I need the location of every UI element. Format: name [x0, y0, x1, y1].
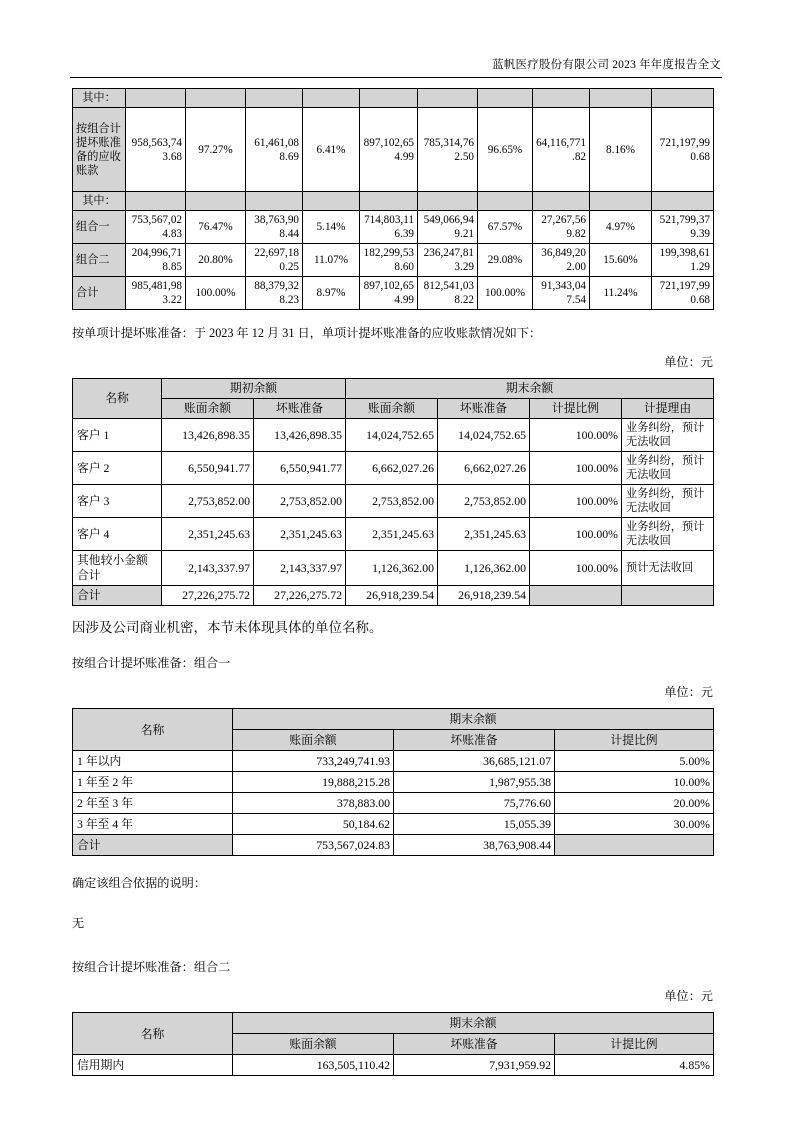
- portfolio-two-aging-table: [72, 1012, 714, 1076]
- cell: 13,426,898.35: [162, 419, 254, 452]
- cell: 2,351,245.63: [438, 518, 530, 551]
- cell: 2,753,852.00: [162, 485, 254, 518]
- table-header-row: [73, 709, 714, 730]
- cell: 100.00%: [478, 277, 533, 310]
- header-title: 蓝帆医疗股份有限公司 2023 年年度报告全文: [492, 59, 721, 71]
- cell: 6,550,941.77: [254, 452, 346, 485]
- cell: 38,763,908.44: [246, 211, 303, 244]
- cell: [533, 89, 590, 108]
- cell: 88,379,328.23: [246, 277, 303, 310]
- table-row: [73, 192, 714, 211]
- cell: 19,888,215.28: [233, 772, 394, 793]
- col-header-provision-reason: 计提理由: [622, 399, 714, 419]
- cell: 14,024,752.65: [438, 419, 530, 452]
- cell: 1,126,362.00: [438, 551, 530, 586]
- cell: 100.00%: [186, 277, 246, 310]
- cell: 29.08%: [478, 244, 533, 277]
- cell: [246, 192, 303, 211]
- col-header-name: 名称: [73, 1013, 233, 1055]
- cell: 2,753,852.00: [346, 485, 438, 518]
- cell: 785,314,762.50: [418, 108, 478, 192]
- col-header-book-balance-end: 账面余额: [346, 399, 438, 419]
- cell: 378,883.00: [233, 793, 394, 814]
- row-label: 1 年至 2 年: [73, 772, 233, 793]
- cell: 2,351,245.63: [254, 518, 346, 551]
- row-label: 客户 3: [73, 485, 162, 518]
- cell: 22,697,180.25: [246, 244, 303, 277]
- cell: [126, 89, 186, 108]
- page-header: [72, 57, 721, 79]
- cell: 1,987,955.38: [394, 772, 555, 793]
- cell: [590, 89, 652, 108]
- cell: 64,116,771.82: [533, 108, 590, 192]
- row-label: 合计: [73, 835, 233, 856]
- table-total-row: [73, 586, 714, 606]
- cell: 96.65%: [478, 108, 533, 192]
- row-label: 其他较小金额合计: [73, 551, 162, 586]
- table-row: [73, 419, 714, 452]
- cell: 97.27%: [186, 108, 246, 192]
- cell: 897,102,654.99: [360, 108, 418, 192]
- table-row: [73, 89, 714, 108]
- cell: 15.60%: [590, 244, 652, 277]
- cell: [418, 192, 478, 211]
- cell: [418, 89, 478, 108]
- cell: [186, 192, 246, 211]
- table-row: [73, 518, 714, 551]
- table-row: [73, 814, 714, 835]
- cell: 812,541,038.22: [418, 277, 478, 310]
- cell: [530, 586, 622, 606]
- cell: [478, 89, 533, 108]
- note-portfolio-two: 按组合计提坏账准备：组合二: [72, 960, 231, 974]
- cell: 13,426,898.35: [254, 419, 346, 452]
- cell: 67.57%: [478, 211, 533, 244]
- cell: 26,918,239.54: [346, 586, 438, 606]
- cell: 2,143,337.97: [254, 551, 346, 586]
- row-label: 信用期内: [73, 1055, 233, 1076]
- table-row: [73, 793, 714, 814]
- cell: 76.47%: [186, 211, 246, 244]
- cell: 7,931,959.92: [394, 1055, 555, 1076]
- col-header-bad-debt-begin: 坏账准备: [254, 399, 346, 419]
- col-header-provision-ratio: 计提比例: [555, 1034, 714, 1055]
- cell: 8.97%: [303, 277, 360, 310]
- cell-reason: 业务纠纷，预计无法收回: [622, 452, 714, 485]
- cell: 36,849,202.00: [533, 244, 590, 277]
- cell: [126, 192, 186, 211]
- cell: 2,351,245.63: [162, 518, 254, 551]
- col-header-name: 名称: [73, 379, 162, 419]
- cell: 204,996,718.85: [126, 244, 186, 277]
- cell: [652, 89, 714, 108]
- cell: 897,102,654.99: [360, 277, 418, 310]
- row-label: 2 年至 3 年: [73, 793, 233, 814]
- row-label: 1 年以内: [73, 751, 233, 772]
- note-portfolio-basis-value: 无: [72, 916, 85, 930]
- table-total-row: [73, 835, 714, 856]
- cell: 236,247,813.29: [418, 244, 478, 277]
- table-row: [73, 551, 714, 586]
- col-header-bad-debt-end: 坏账准备: [438, 399, 530, 419]
- cell: [533, 192, 590, 211]
- cell: 6.41%: [303, 108, 360, 192]
- cell: 549,066,949.21: [418, 211, 478, 244]
- col-header-provision-ratio: 计提比例: [530, 399, 622, 419]
- table-row: [73, 244, 714, 277]
- cell: [360, 192, 418, 211]
- table-header-row: [73, 399, 714, 419]
- cell: 721,197,990.68: [652, 108, 714, 192]
- cell: 61,461,088.69: [246, 108, 303, 192]
- note-portfolio-one: 按组合计提坏账准备：组合一: [72, 656, 231, 670]
- cell: 6,662,027.26: [438, 452, 530, 485]
- cell: 199,398,611.29: [652, 244, 714, 277]
- row-label: 3 年至 4 年: [73, 814, 233, 835]
- cell: 14,024,752.65: [346, 419, 438, 452]
- cell: 27,226,275.72: [254, 586, 346, 606]
- cell: [652, 192, 714, 211]
- row-label: 其中：: [73, 192, 126, 211]
- table-row: [73, 751, 714, 772]
- cell: 27,267,569.82: [533, 211, 590, 244]
- table-header-row: [73, 379, 714, 399]
- table-row: [73, 1055, 714, 1076]
- col-header-book-balance: 账面余额: [233, 1034, 394, 1055]
- cell: 6,550,941.77: [162, 452, 254, 485]
- cell: 100.00%: [530, 518, 622, 551]
- cell: 4.85%: [555, 1055, 714, 1076]
- cell: 30.00%: [555, 814, 714, 835]
- note-portfolio-basis-title: 确定该组合依据的说明：: [72, 876, 207, 890]
- cell: 50,184.62: [233, 814, 394, 835]
- cell: 8.16%: [590, 108, 652, 192]
- row-label: 组合二: [73, 244, 126, 277]
- cell: 38,763,908.44: [394, 835, 555, 856]
- cell: 182,299,538.60: [360, 244, 418, 277]
- portfolio-one-aging-table: [72, 708, 714, 856]
- cell: 4.97%: [590, 211, 652, 244]
- col-header-book-balance-begin: 账面余额: [162, 399, 254, 419]
- cell: 958,563,743.68: [126, 108, 186, 192]
- cell: 5.00%: [555, 751, 714, 772]
- row-label: 客户 4: [73, 518, 162, 551]
- cell-reason: 业务纠纷，预计无法收回: [622, 485, 714, 518]
- cell: [478, 192, 533, 211]
- single-item-provision-table: [72, 378, 714, 606]
- row-label: 按组合计提坏账准备的应收账款: [73, 108, 126, 192]
- col-group-begin-balance: 期初余额: [162, 379, 346, 399]
- row-label: 客户 2: [73, 452, 162, 485]
- cell: [622, 586, 714, 606]
- cell: 2,143,337.97: [162, 551, 254, 586]
- cell: [303, 89, 360, 108]
- cell: 985,481,983.22: [126, 277, 186, 310]
- header-divider: [70, 77, 722, 78]
- row-label: 其中：: [73, 89, 126, 108]
- table-row: [73, 772, 714, 793]
- cell-reason: 业务纠纷，预计无法收回: [622, 419, 714, 452]
- cell: [555, 835, 714, 856]
- col-group-end-balance: 期末余额: [233, 709, 714, 730]
- cell: 2,753,852.00: [254, 485, 346, 518]
- col-group-end-balance: 期末余额: [233, 1013, 714, 1034]
- cell: 91,343,047.54: [533, 277, 590, 310]
- cell: 15,055.39: [394, 814, 555, 835]
- cell: 100.00%: [530, 551, 622, 586]
- cell: 36,685,121.07: [394, 751, 555, 772]
- note-business-secret: 因涉及公司商业机密，本节未体现具体的单位名称。: [72, 620, 383, 635]
- table-row: [73, 108, 714, 192]
- row-label: 合计: [73, 277, 126, 310]
- receivables-provision-table: [72, 88, 714, 310]
- cell: 10.00%: [555, 772, 714, 793]
- col-header-bad-debt: 坏账准备: [394, 1034, 555, 1055]
- row-label: 合计: [73, 586, 162, 606]
- col-header-bad-debt: 坏账准备: [394, 730, 555, 751]
- cell: [303, 192, 360, 211]
- cell: 1,126,362.00: [346, 551, 438, 586]
- col-header-provision-ratio: 计提比例: [555, 730, 714, 751]
- cell-reason: 预计无法收回: [622, 551, 714, 586]
- row-label: 客户 1: [73, 419, 162, 452]
- table-row: [73, 452, 714, 485]
- cell: 714,803,116.39: [360, 211, 418, 244]
- cell: 753,567,024.83: [126, 211, 186, 244]
- unit-label-2: 单位：元: [664, 685, 713, 699]
- cell: 733,249,741.93: [233, 751, 394, 772]
- cell: 753,567,024.83: [233, 835, 394, 856]
- cell: 163,505,110.42: [233, 1055, 394, 1076]
- table-header-row: [73, 1013, 714, 1034]
- note-single-item-provision: 按单项计提坏账准备：于 2023 年 12 月 31 日，单项计提坏账准备的应收账款情况如下：: [72, 326, 542, 340]
- cell: 100.00%: [530, 452, 622, 485]
- cell: 6,662,027.26: [346, 452, 438, 485]
- cell: 100.00%: [530, 419, 622, 452]
- cell: [360, 89, 418, 108]
- cell: [590, 192, 652, 211]
- page-content: [72, 88, 713, 1076]
- table-row: [73, 211, 714, 244]
- cell: [186, 89, 246, 108]
- cell: 721,197,990.68: [652, 277, 714, 310]
- cell: 2,351,245.63: [346, 518, 438, 551]
- cell: 521,799,379.39: [652, 211, 714, 244]
- cell: [246, 89, 303, 108]
- col-group-end-balance: 期末余额: [346, 379, 714, 399]
- cell: 20.00%: [555, 793, 714, 814]
- cell: 27,226,275.72: [162, 586, 254, 606]
- unit-label-1: 单位：元: [664, 355, 713, 369]
- table-row: [73, 277, 714, 310]
- col-header-name: 名称: [73, 709, 233, 751]
- row-label: 组合一: [73, 211, 126, 244]
- table-row: [73, 485, 714, 518]
- cell: 75,776.60: [394, 793, 555, 814]
- cell: 26,918,239.54: [438, 586, 530, 606]
- cell: 2,753,852.00: [438, 485, 530, 518]
- unit-label-3: 单位：元: [664, 989, 713, 1003]
- cell-reason: 业务纠纷，预计无法收回: [622, 518, 714, 551]
- cell: 11.07%: [303, 244, 360, 277]
- cell: 11.24%: [590, 277, 652, 310]
- cell: 20.80%: [186, 244, 246, 277]
- cell: 100.00%: [530, 485, 622, 518]
- cell: 5.14%: [303, 211, 360, 244]
- col-header-book-balance: 账面余额: [233, 730, 394, 751]
